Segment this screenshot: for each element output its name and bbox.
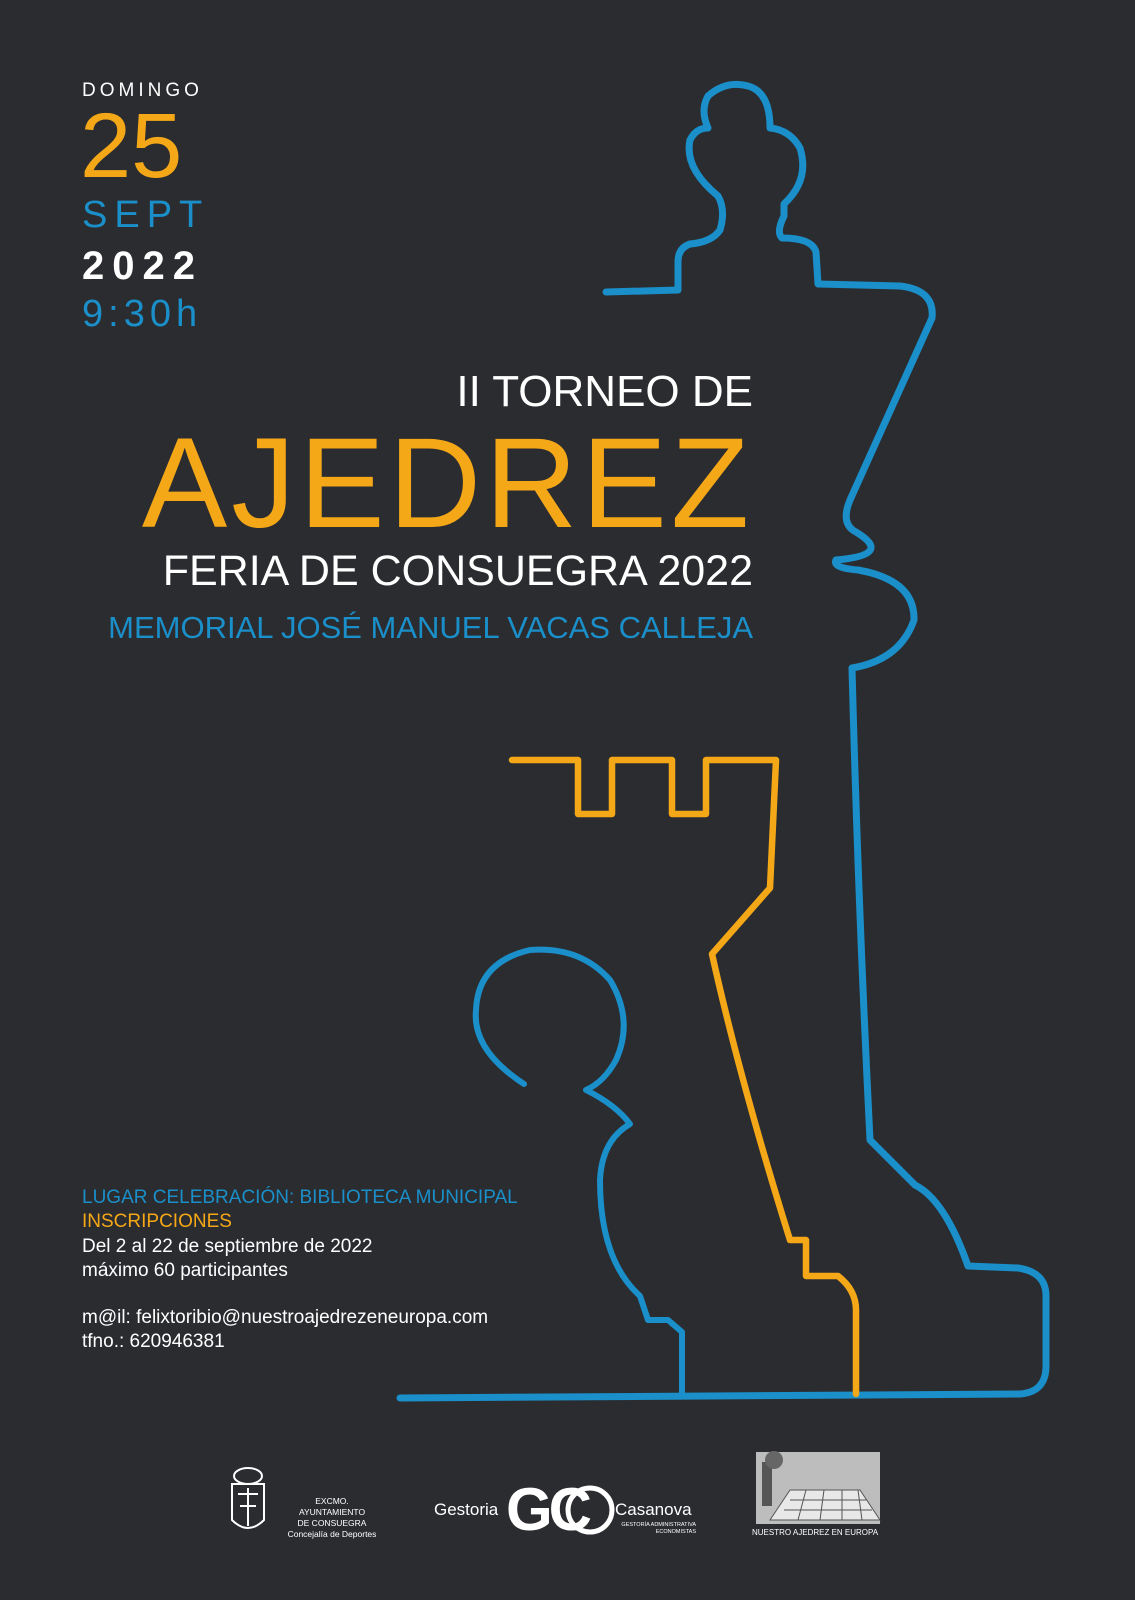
- nuestro-ajedrez-text: NUESTRO AJEDREZ EN EUROPA: [752, 1528, 879, 1537]
- date-month: SEPT: [82, 194, 210, 236]
- date-weekday: DOMINGO: [82, 80, 203, 101]
- gestoria-subtitle-2: ECONOMISTAS: [655, 1529, 696, 1535]
- registration-heading: INSCRIPCIONES: [82, 1211, 232, 1232]
- gestoria-subtitle: [612, 1522, 696, 1536]
- contact-email: m@il: felixtoribio@nuestroajedrezeneuropa.com: [82, 1307, 489, 1328]
- ayuntamiento-line-3: Concejalía de Deportes: [287, 1529, 377, 1539]
- pawn-outline-icon: [476, 950, 682, 1394]
- date-year: 2022: [82, 244, 203, 288]
- venue-text: LUGAR CELEBRACIÓN: BIBLIOTECA MUNICIPAL: [82, 1187, 518, 1208]
- gestoria-left-text: Gestoria: [434, 1500, 499, 1519]
- ayuntamiento-logo-text: [286, 1496, 378, 1540]
- contact-phone: tfno.: 620946381: [82, 1331, 225, 1352]
- date-day: 25: [80, 95, 183, 197]
- date-time: 9:30h: [82, 293, 203, 335]
- gestoria-right-text: Casanova: [615, 1500, 692, 1519]
- coat-of-arms-icon: [232, 1468, 264, 1528]
- chessboard-illustration-icon: [756, 1451, 880, 1524]
- ayuntamiento-line-2: DE CONSUEGRA: [297, 1518, 367, 1528]
- title-line-3: FERIA DE CONSUEGRA 2022: [162, 547, 753, 595]
- rook-outline-icon: [512, 760, 856, 1394]
- gestoria-subtitle-1: GESTORÍA ADMINISTRATIVA: [621, 1522, 696, 1528]
- max-participants: máximo 60 participantes: [82, 1260, 288, 1281]
- gestoria-mark: GC: [506, 1476, 588, 1543]
- ayuntamiento-line-1: EXCMO. AYUNTAMIENTO: [298, 1496, 366, 1517]
- title-line-1: II TORNEO DE: [456, 367, 753, 416]
- registration-dates: Del 2 al 22 de septiembre de 2022: [82, 1236, 373, 1257]
- title-memorial: MEMORIAL JOSÉ MANUEL VACAS CALLEJA: [108, 610, 753, 645]
- title-main: AJEDREZ: [141, 412, 753, 555]
